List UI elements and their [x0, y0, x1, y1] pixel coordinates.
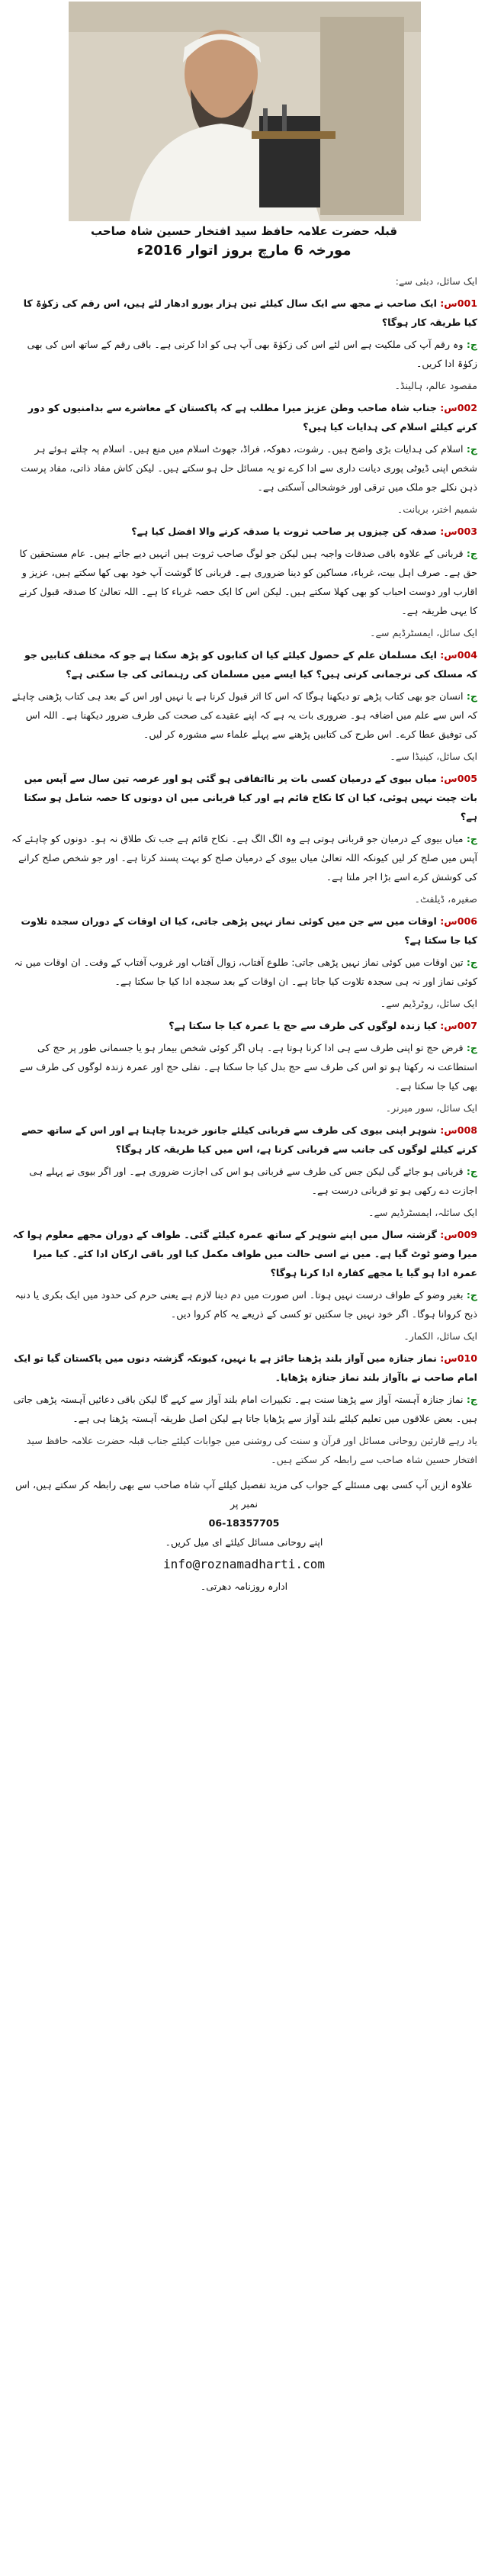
- question: [11, 912, 477, 950]
- answer-label: ج:: [463, 1289, 477, 1301]
- answer-label: ج:: [463, 339, 477, 350]
- question: [11, 294, 477, 332]
- email-prompt: اپنے روحانی مسائل کیلئے ای میل کریں۔: [165, 1536, 323, 1548]
- contact-email-link[interactable]: info@roznamadharti.com: [163, 1557, 325, 1571]
- answer-label: ج:: [463, 833, 477, 844]
- answer: [11, 953, 477, 991]
- question-number: 008س:: [436, 1124, 477, 1136]
- question-text: شوہر اپنی بیوی کی طرف سے قربانی کیلئے جانور خریدنا چاہتا ہے اور اس کے ساتھ حصے کرنے کیلئے لوگوں کی جانب سے قربانی کرنا ہے، اس میں کیا طریقہ کار ہوگا؟: [21, 1124, 477, 1155]
- answer-label: ج:: [463, 1042, 477, 1053]
- answer: [11, 1390, 477, 1428]
- scholar-photo: [69, 2, 421, 221]
- contact-phone: 06-18357705: [208, 1517, 280, 1529]
- question: [11, 1349, 477, 1387]
- question-number: 006س:: [436, 915, 477, 927]
- answer-text: اسلام کی ہدایات بڑی واضح ہیں۔ رشوت، دھوکہ، فراڈ، جھوٹ اسلام میں منع ہیں۔ اسلام پہ چلتے ہوئے ہر شخص اپنی ڈیوٹی پوری دیانت داری سے ادا کرے تو یہ مسائل حل ہو سکتے ہیں۔ لیکن کاش مفاد ذاتی، مفاد پرست ذہن نکلے جو ملک میں ترقی اور خوشحالی آسکتی ہے۔: [21, 443, 477, 493]
- answer: [11, 687, 477, 744]
- photo-caption-name: قبلہ حضرت علامہ حافظ سید افتخار حسین شاہ صاحب: [90, 224, 398, 238]
- question-number: 009س:: [436, 1229, 477, 1240]
- answer-label: ج:: [463, 1166, 477, 1177]
- question-text: جناب شاہ صاحب وطن عزیز میرا مطلب ہے کہ پاکستان کے معاشرے سے بدامنیوں کو دور کرنے کیلئے اسلام کی ہدایات کیا ہیں؟: [27, 402, 477, 433]
- answer-text: وہ رقم آپ کی ملکیت ہے اس لئے اس کی زکوٰۃ بھی آپ ہی کو ادا کرنی ہے۔ باقی رقم کے ساتھ اس کی بھی زکوٰۃ ادا کریں۔: [27, 339, 477, 369]
- question-text: ایک صاحب نے مجھ سے ایک سال کیلئے تین ہزار یورو ادھار لئے ہیں، اس رقم کی زکوٰۃ کا کیا طریقہ کار ہوگا؟: [23, 297, 477, 328]
- question-text: ایک مسلمان علم کے حصول کیلئے کیا ان کتابوں کو پڑھ سکتا ہے جو کہ مختلف کتابیں جو کہ مسلک کی ترجمانی کرتی ہیں؟ کیا ایسے میں مسلمان کی رہنمائی کی جا سکتی ہے؟: [24, 649, 477, 680]
- answer-label: ج:: [463, 690, 477, 702]
- answer-text: قربانی کے علاوہ باقی صدقات واجبہ ہیں لیکن جو لوگ صاحب ثروت ہیں انہیں دیے جاتے ہیں۔ عام مستحقین کا حق ہے۔ صرف اہل بیت، غرباء، مساکین کو دینا ضروری ہے۔ قربانی کا گوشت آپ خود بھی کھا سکتے ہیں، عزیز و اقارب اور دوست احباب کو بھی کھلا سکتے ہیں۔ لیکن اس کا ایک حصہ غرباء کا ہے۔ اللہ تعالیٰ کا صدقہ قبول کرنے کا یہی طریقہ ہے۔: [18, 548, 477, 616]
- answer: [11, 829, 477, 886]
- question-number: 007س:: [436, 1020, 477, 1031]
- answer-text: قربانی ہو جائے گی لیکن جس کی طرف سے قربانی ہو اس کی اجازت ضروری ہے۔ اور اگر بیوی نے پہلے ہی اجازت دے رکھی ہو تو قربانی درست ہے۔: [29, 1166, 477, 1196]
- answer: [11, 1038, 477, 1095]
- question-number: 010س:: [436, 1352, 477, 1364]
- questioner-line: صغیرہ، ڈیلفٹ۔: [414, 893, 477, 905]
- questioner-line: ایک سائل، روٹرڈیم سے۔: [380, 998, 477, 1009]
- question-number: 003س:: [436, 526, 477, 537]
- question-text: کیا زندہ لوگوں کی طرف سے حج یا عمرہ کیا جا سکتا ہے؟: [169, 1020, 437, 1031]
- answer-label: ج:: [463, 443, 477, 455]
- question: [11, 1016, 477, 1035]
- contact-footer: [11, 1475, 477, 1596]
- questioner-line: مقصود عالم، ہالینڈ۔: [394, 380, 477, 391]
- qa-content: [11, 272, 477, 1596]
- answer-label: ج:: [463, 957, 477, 968]
- answer-text: بغیر وضو کے طواف درست نہیں ہوتا۔ اس صورت میں دم دینا لازم ہے یعنی حرم کی حدود میں ایک بکری یا دنبہ ذبح کروانا ہوگا۔ اگر خود نہیں جا سکتیں تو کسی کے ذریعے یہ کام کروا دیں۔: [14, 1289, 477, 1320]
- question: [11, 398, 477, 436]
- question: [11, 1121, 477, 1159]
- question-number: 002س:: [436, 402, 477, 413]
- question-number: 001س:: [436, 297, 477, 309]
- question: [11, 769, 477, 826]
- answer: [11, 1285, 477, 1323]
- question-number: 004س:: [436, 649, 477, 661]
- article-date: مورخہ 6 مارچ بروز اتوار 2016ء: [136, 243, 352, 259]
- contact-line: علاوہ ازیں آپ کسی بھی مسئلے کے جواب کی مزید تفصیل کیلئے آپ شاہ صاحب سے بھی رابطہ کر سکتے ہیں، اس نمبر پر: [15, 1479, 473, 1510]
- question-number: 005س:: [436, 773, 477, 784]
- question: [11, 1225, 477, 1282]
- answer-text: تین اوقات میں کوئی نماز نہیں پڑھی جاتی: طلوع آفتاب، زوال آفتاب اور غروب آفتاب کے وقت۔ ان اوقات میں نہ کوئی نماز اور نہ ہی سجدہ تلاوت کیا جاتا ہے۔ ان اوقات کے بعد سجدہ ادا کیا جا سکتا ہے۔: [14, 957, 477, 987]
- answer-label: ج:: [463, 1394, 477, 1405]
- answer: [11, 1162, 477, 1200]
- question: [11, 522, 477, 541]
- question: [11, 645, 477, 683]
- scholar-portrait-image: [69, 2, 421, 221]
- answer-text: انسان جو بھی کتاب پڑھے تو دیکھنا ہوگا کہ اس کا اثر قبول کرنا ہے یا نہیں اور اس کے بعد ہی کتاب پڑھنی چاہئے کہ اس سے علم میں اضافہ ہو۔ ضروری بات یہ ہے کہ اپنے عقیدے کی صحت کی طرف ضرور دیکھنا ہے۔ اللہ اس کی توفیق عطا کرے۔ اس طرح کی کتابیں پڑھنے سے پہلے علماء سے مشورہ کر لیں۔: [11, 690, 477, 740]
- answer: [11, 544, 477, 620]
- question-text: میاں بیوی کے درمیان کسی بات پر نااتفاقی ہو گئی ہو اور عرصہ تین سال سے آپس میں بات چیت نہیں ہوئی، کیا ان کا نکاح قائم ہے اور کیا قربانی میں ان دونوں کا حصہ شامل ہو سکتا ہے؟: [24, 773, 477, 822]
- questioner-line: ایک سائل، کینیڈا سے۔: [390, 751, 477, 762]
- questioner-line: ایک سائل، الکمار۔: [403, 1330, 477, 1342]
- question-text: نماز جنازہ میں آواز بلند پڑھنا جائز ہے یا نہیں، کیونکہ گزشتہ دنوں میں پاکستان گیا تو ایک امام صاحب نے باآواز بلند نماز جنازہ پڑھایا۔: [14, 1352, 477, 1383]
- question-text: اوقات میں سے جن میں کوئی نماز نہیں پڑھی جاتی، کیا ان اوقات کے دوران سجدہ تلاوت کیا جا سکتا ہے؟: [21, 915, 477, 946]
- answer-text: نماز جنازہ آہستہ آواز سے پڑھنا سنت ہے۔ تکبیرات امام بلند آواز سے کہے گا لیکن باقی دعائیں آہستہ پڑھی جاتی ہیں۔ بعض علاقوں میں تعلیم کیلئے بلند آواز سے پڑھایا جاتا ہے لیکن اصل طریقہ آہستہ پڑھنا ہی ہے۔: [13, 1394, 477, 1424]
- questioner-line: ایک سائل، دبئی سے:: [395, 275, 477, 287]
- questioner-line: ایک سائلہ، ایمسٹرڈیم سے۔: [368, 1207, 477, 1218]
- answer: [11, 335, 477, 373]
- questioner-line: یاد رہے قارئین روحانی مسائل اور قرآن و سنت کی روشنی میں جوابات کیلئے جناب قبلہ حضرت علامہ حافظ سید افتخار حسین شاہ صاحب سے رابطہ کر سکتے ہیں۔: [26, 1435, 477, 1465]
- question-text: صدقہ کن چیزوں پر صاحب ثروت یا صدقہ کرنے والا افضل کیا ہے؟: [131, 526, 437, 537]
- questioner-line: شمیم اختر، بریانت۔: [396, 503, 477, 515]
- answer: [11, 439, 477, 497]
- answer-label: ج:: [463, 548, 477, 559]
- answer-text: فرض حج تو اپنی طرف سے ہی ادا کرنا ہوتا ہے۔ ہاں اگر کوئی شخص بیمار ہو یا جسمانی طور پر حج کی استطاعت نہ رکھتا ہو تو اس کی طرف سے حج بدل کیا جا سکتا ہے۔ نفلی حج اور عمرہ زندہ لوگوں کی طرف سے بھی کیا جا سکتا ہے۔: [19, 1042, 477, 1092]
- answer-text: میاں بیوی کے درمیان جو قربانی ہوتی ہے وہ الگ الگ ہے۔ نکاح قائم ہے جب تک طلاق نہ ہو۔ دونوں کو چاہئے کہ آپس میں صلح کر لیں کیونکہ اللہ تعالیٰ میاں بیوی کے درمیان صلح کو بہت پسند کرتا ہے۔ اور جو شخص صلح کرانے کی کوشش کرے اسے بڑا اجر ملتا ہے۔: [11, 833, 477, 883]
- publisher-name: ادارہ روزنامہ دھرتی۔: [200, 1581, 288, 1592]
- questioner-line: ایک سائل، ایمسٹرڈیم سے۔: [370, 627, 477, 638]
- question-text: گزشتہ سال میں اپنے شوہر کے ساتھ عمرہ کیلئے گئی۔ طواف کے دوران مجھے معلوم ہوا کہ میرا وضو ٹوٹ گیا ہے۔ میں نے اسی حالت میں طواف مکمل کیا اور باقی ارکان ادا کئے۔ کیا میرا عمرہ ادا ہو گیا یا مجھے کفارہ ادا کرنا ہوگا؟: [12, 1229, 477, 1278]
- questioner-line: ایک سائل، سور میرنر۔: [385, 1102, 477, 1114]
